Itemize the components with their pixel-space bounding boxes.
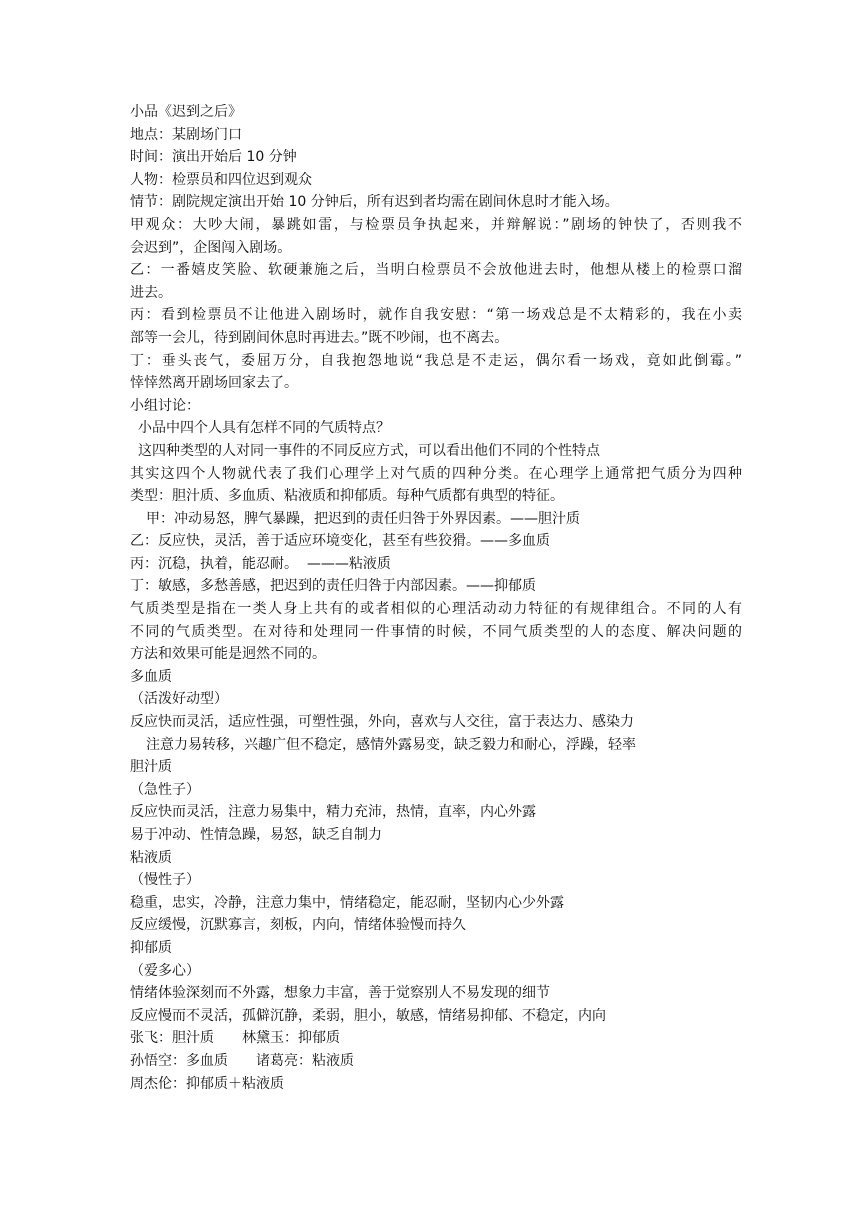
definition-line-1: 气质类型是指在一类人身上共有的或者相似的心理活动动力特征的有规律组合。不同的人有 [130, 601, 742, 618]
sanguine-trait-2: 注意力易转移，兴趣广但不稳定，感情外露易变，缺乏毅力和耐心，浮躁，轻率 [146, 736, 636, 753]
phlegmatic-heading: 粘液质 [130, 849, 172, 866]
bing-line-2: 部等一会儿，待到剧间休息时再进去。”既不吵闹，也不离去。 [130, 329, 509, 346]
phlegmatic-trait-2: 反应缓慢，沉默寡言，刻板，内向，情绪体验慢而持久 [130, 917, 466, 934]
yi-line-2: 进去。 [130, 284, 172, 301]
example-sunwukong: 孙悟空：多血质 [130, 1052, 228, 1069]
jia-line-2: 会迟到”，企图闯入剧场。 [130, 239, 292, 256]
discussion-heading: 小组讨论： [130, 397, 200, 414]
definition-line-2: 不同的气质类型。在对待和处理同一件事情的时候，不同气质类型的人的态度、解决问题的 [130, 623, 742, 640]
sanguine-trait-1: 反应快而灵活，适应性强，可塑性强，外向，喜欢与人交往，富于表达力、感染力 [130, 714, 634, 731]
ding-line-2: 悻悻然离开剧场回家去了。 [130, 375, 298, 392]
melancholic-trait-1: 情绪体验深刻而不外露，想象力丰富，善于觉察别人不易发现的细节 [130, 985, 550, 1002]
sanguine-subtitle: （活泼好动型） [130, 691, 228, 708]
doc-title: 小品《迟到之后》 [130, 104, 242, 120]
example-lindaiyu: 林黛玉：抑郁质 [242, 1030, 340, 1047]
melancholic-subtitle: （爱多心） [130, 962, 200, 979]
phlegmatic-subtitle: （慢性子） [130, 872, 200, 889]
example-zhugeliang: 诸葛亮：粘液质 [256, 1052, 354, 1069]
place-line: 地点：某剧场门口 [130, 126, 242, 143]
choleric-subtitle: （急性子） [130, 781, 200, 798]
melancholic-heading: 抑郁质 [130, 939, 172, 956]
choleric-trait-2: 易于冲动、性情急躁，易怒，缺乏自制力 [130, 827, 382, 843]
phlegmatic-trait-1: 稳重，忠实，冷静，注意力集中，情绪稳定，能忍耐，坚韧内心少外露 [130, 894, 564, 911]
question-2: 这四种类型的人对同一事件的不同反应方式，可以看出他们不同的个性特点 [138, 442, 600, 459]
example-zhoujielun: 周杰伦：抑郁质＋粘液质 [130, 1075, 284, 1092]
type-jia: 甲：冲动易怒，脾气暴躁，把迟到的责任归咎于外界因素。——胆汁质 [146, 510, 580, 527]
document-body [130, 101, 742, 1095]
type-ding: 丁：敏感，多愁善感，把迟到的责任归咎于内部因素。——抑郁质 [130, 578, 536, 595]
sanguine-heading: 多血质 [130, 668, 172, 685]
question-1: 小品中四个人具有怎样不同的气质特点？ [138, 420, 390, 437]
choleric-trait-1: 反应快而灵活，注意力易集中，精力充沛，热情，直率，内心外露 [130, 804, 536, 821]
people-line: 人物：检票员和四位迟到观众 [130, 171, 312, 188]
example-row-2 [130, 1050, 742, 1073]
time-line: 时间：演出开始后 10 分钟 [130, 149, 297, 166]
melancholic-trait-2: 反应慢而不灵活，孤僻沉静，柔弱，胆小，敏感，情绪易抑郁、不稳定，内向 [130, 1007, 606, 1024]
summary-line-1: 其实这四个人物就代表了我们心理学上对气质的四种分类。在心理学上通常把气质分为四种 [130, 465, 742, 482]
yi-line-1: 乙：一番嬉皮笑脸、软硬兼施之后，当明白检票员不会放他进去时，他想从楼上的检票口溜 [130, 262, 742, 279]
type-bing: 丙：沉稳，执着，能忍耐。 ———粘液质 [130, 555, 391, 572]
jia-line-1: 甲观众：大吵大闹，暴跳如雷，与检票员争执起来，并辩解说：”剧场的钟快了，否则我不 [130, 216, 742, 233]
type-yi: 乙：反应快，灵活，善于适应环境变化，甚至有些狡猾。——多血质 [130, 533, 550, 550]
example-zhangfei: 张飞：胆汁质 [130, 1030, 214, 1047]
plot-line: 情节：剧院规定演出开始 10 分钟后，所有迟到者均需在剧间休息时才能入场。 [130, 194, 619, 211]
ding-line-1: 丁：垂头丧气，委屈万分，自我抱怨地说“我总是不走运，偶尔看一场戏，竟如此倒霉。” [130, 352, 742, 369]
definition-line-3: 方法和效果可能是迥然不同的。 [130, 646, 326, 663]
example-row-1 [130, 1027, 742, 1050]
bing-line-1: 丙：看到检票员不让他进入剧场时，就作自我安慰：“第一场戏总是不太精彩的，我在小卖 [130, 307, 742, 324]
summary-line-2: 类型：胆汁质、多血质、粘液质和抑郁质。每种气质都有典型的特征。 [130, 488, 564, 505]
choleric-heading: 胆汁质 [130, 759, 172, 776]
